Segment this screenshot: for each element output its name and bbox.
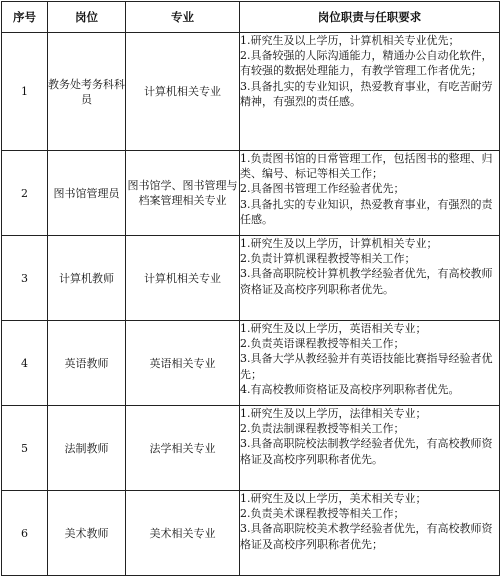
duty-line: 2.负责法制课程教授等相关工作； <box>240 422 405 436</box>
row-post: 图书馆管理员 <box>48 151 126 236</box>
row-no: 3 <box>2 236 48 321</box>
row-post: 英语教师 <box>48 321 126 406</box>
header-duties: 岗位职责与任职要求 <box>240 2 500 33</box>
duty-line: 3.具备高职院校法制教学经验者优先，有高校教师资格证及高校序列职称者优先。 <box>240 437 493 466</box>
duty-line: 1.研究生及以上学历，计算机相关专业； <box>240 237 438 250</box>
row-major: 计算机相关专业 <box>126 33 240 151</box>
row-duties <box>240 33 500 151</box>
duty-line: 3.具备高职院校计算机教学经验者优先，有高校教师资格证及高校序列职称者优先。 <box>240 267 493 296</box>
duty-line: 1.负责图书馆的日常管理工作，包括图书的整理、归类、编号、标记等相关工作； <box>240 152 493 181</box>
row-no: 6 <box>2 491 48 576</box>
table-row <box>2 491 500 576</box>
row-major: 英语相关专业 <box>126 321 240 406</box>
row-post: 美术教师 <box>48 491 126 576</box>
header-row <box>2 2 500 33</box>
table-row <box>2 236 500 321</box>
row-no: 5 <box>2 406 48 491</box>
row-post: 法制教师 <box>48 406 126 491</box>
job-requirements-table <box>1 1 500 576</box>
duty-line: 2.具备图书管理工作经验者优先； <box>240 182 405 196</box>
duty-line: 4.有高校教师资格证及高校序列职称者优先。 <box>240 382 460 396</box>
row-no: 4 <box>2 321 48 406</box>
row-major: 美术相关专业 <box>126 491 240 576</box>
row-duties <box>240 321 500 406</box>
header-major: 专业 <box>126 2 240 33</box>
duty-line: 1.研究生及以上学历，计算机相关专业优先； <box>240 34 460 47</box>
table-row <box>2 151 500 236</box>
table-row <box>2 321 500 406</box>
duty-line: 3.具备扎实的专业知识，热爱教育事业，有强烈的责任感。 <box>240 197 493 226</box>
duty-line: 3.具备扎实的专业知识，热爱教育事业，有吃苦耐劳精神，有强烈的责任感。 <box>240 79 493 108</box>
row-duties <box>240 151 500 236</box>
duty-line: 2.具备较强的人际沟通能力，精通办公自动化软件，有较强的数据处理能力，有教学管理工作者优先； <box>240 49 493 78</box>
duty-line: 2.负责英语课程教授等相关工作； <box>240 337 405 351</box>
row-major: 计算机相关专业 <box>126 236 240 321</box>
duty-line: 3.具备高职院校美术教学经验者优先，有高校教师资格证及高校序列职称者优先； <box>240 522 493 551</box>
table-row <box>2 406 500 491</box>
row-duties <box>240 236 500 321</box>
duty-line: 2.负责美术课程教授等相关工作； <box>240 507 405 521</box>
row-no: 2 <box>2 151 48 236</box>
header-no: 序号 <box>2 2 48 33</box>
duty-line: 1.研究生及以上学历，英语相关专业； <box>240 322 427 335</box>
header-post: 岗位 <box>48 2 126 33</box>
row-major: 图书馆学、图书管理与档案管理相关专业 <box>126 151 240 236</box>
duty-line: 3.具备大学从教经验并有英语技能比赛指导经验者优先； <box>240 352 493 381</box>
table-row <box>2 33 500 151</box>
duty-line: 1.研究生及以上学历，法律相关专业； <box>240 407 427 420</box>
duty-line: 2.负责计算机课程教授等相关工作； <box>240 252 416 266</box>
row-duties <box>240 406 500 491</box>
row-major: 法学相关专业 <box>126 406 240 491</box>
row-post: 计算机教师 <box>48 236 126 321</box>
row-post: 教务处考务科科员 <box>48 33 126 151</box>
duty-line: 1.研究生及以上学历，美术相关专业； <box>240 492 427 505</box>
row-no: 1 <box>2 33 48 151</box>
row-duties <box>240 491 500 576</box>
